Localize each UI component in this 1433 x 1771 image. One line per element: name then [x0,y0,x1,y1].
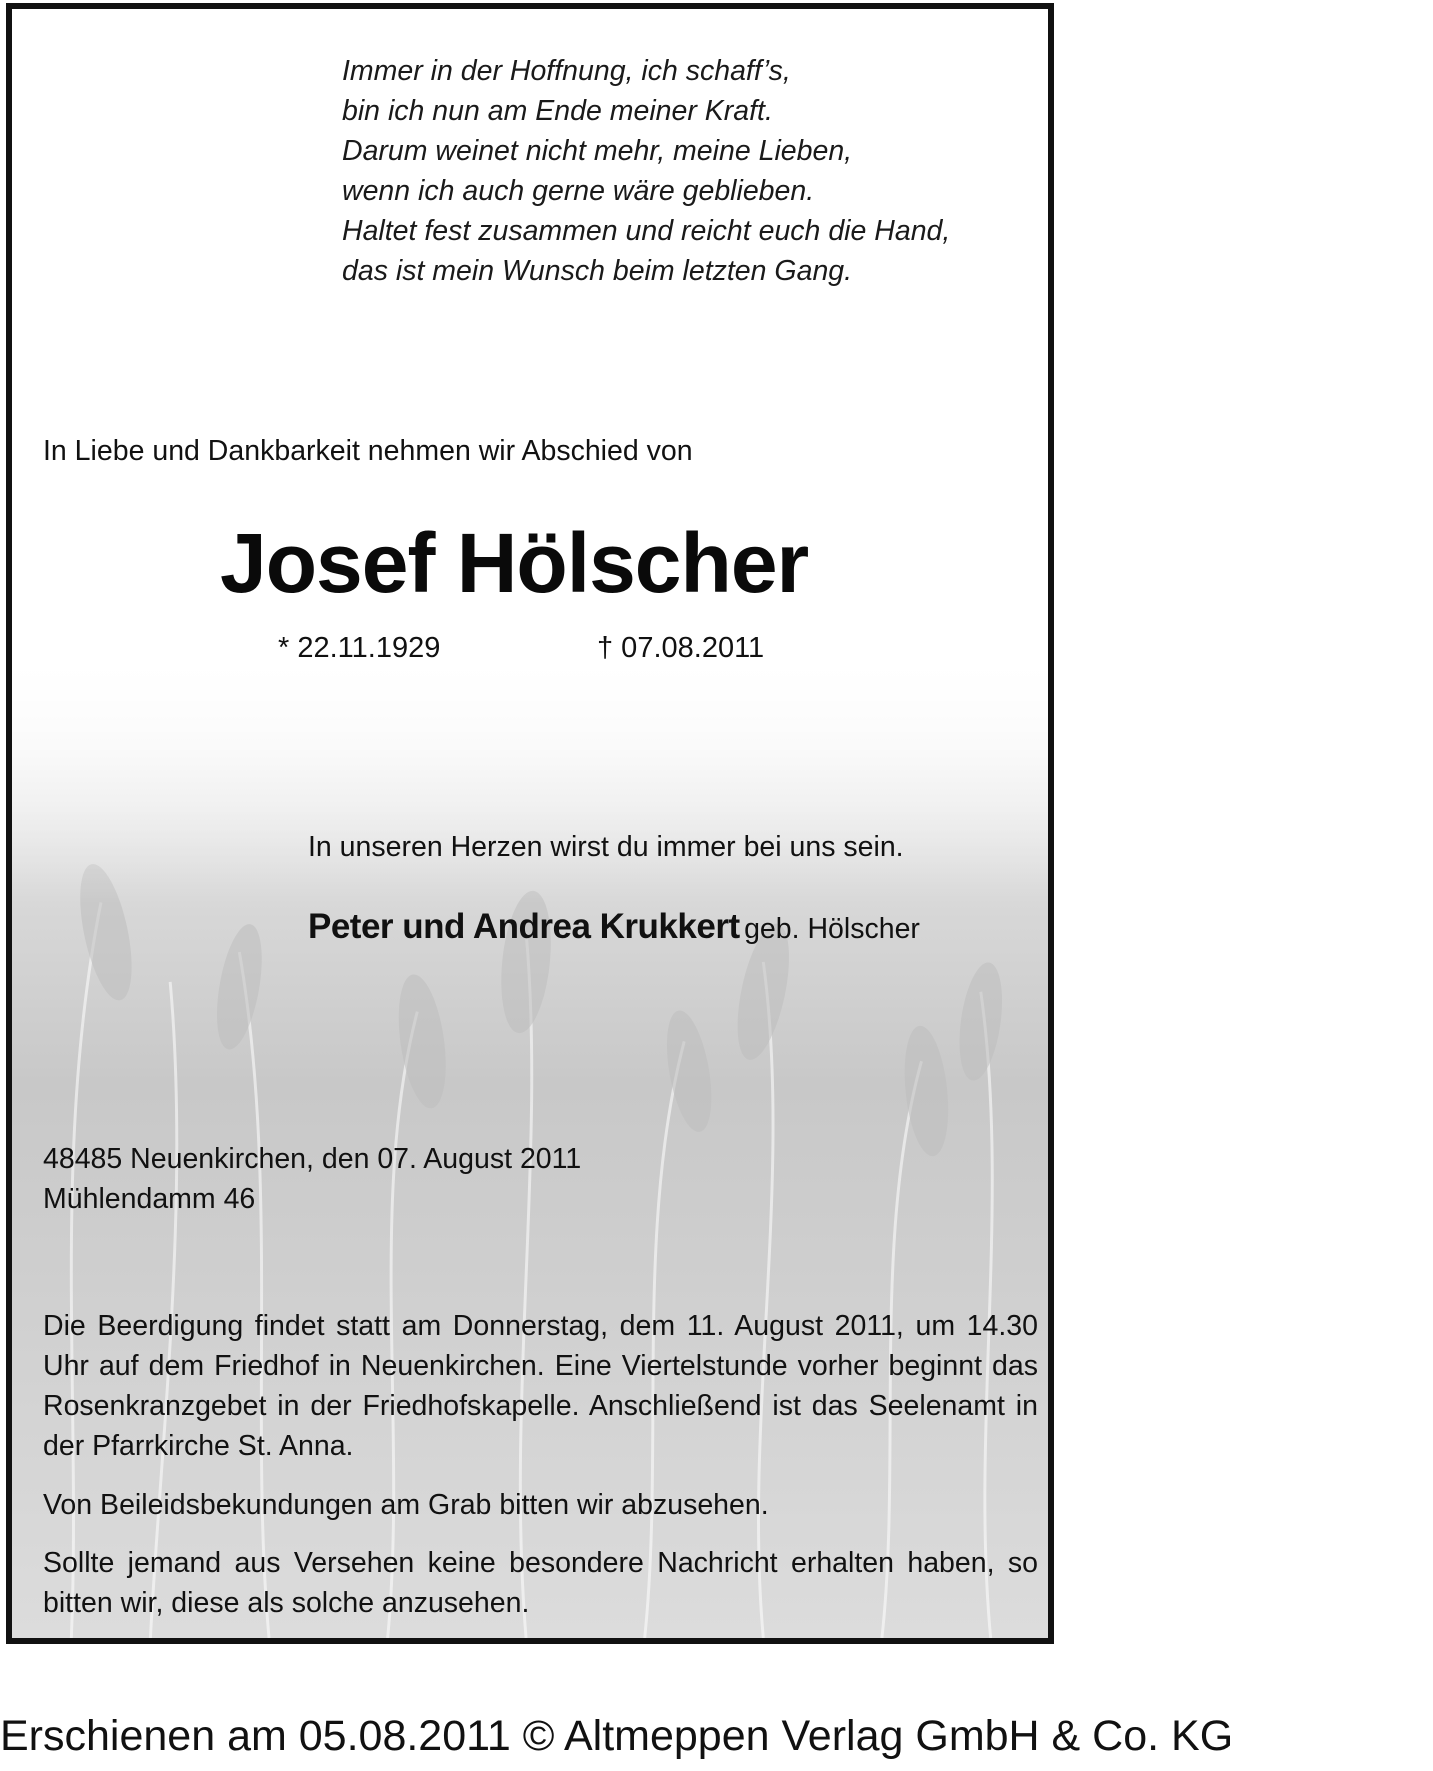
burial-paragraph: Die Beerdigung findet statt am Donnerstag, dem 11. August 2011, um 14.30 Uhr auf dem Friedhof in Neuenkirchen. Eine Viertelstunde vorher beginnt das Rosenkranzgebet in der Friedhofskapelle. Anschließend ist das Seelenamt in der Pfarrkirche St. Anna. [43,1310,1038,1462]
poem [342,51,950,291]
place-date-line: 48485 Neuenkirchen, den 07. August 2011 [43,1143,582,1175]
publication-footer: Erschienen am 05.08.2011 © Altmeppen Verlag GmbH & Co. KG [0,1712,1234,1760]
deceased-name: Josef Hölscher [220,516,809,610]
poem-line: bin ich nun am Ende meiner Kraft. [342,95,773,127]
family-birth-name: geb. Hölscher [744,913,920,945]
poem-line: Darum weinet nicht mehr, meine Lieben, [342,135,853,167]
death-date: † 07.08.2011 [597,632,765,664]
poem-line: Immer in der Hoffnung, ich schaff’s, [342,55,791,87]
farewell-intro: In Liebe und Dankbarkeit nehmen wir Abschied von [43,435,693,467]
poem-line: das ist mein Wunsch beim letzten Gang. [342,255,853,287]
remembrance-line: In unseren Herzen wirst du immer bei uns sein. [308,831,904,863]
family-signature [308,907,920,947]
family-names: Peter und Andrea Krukkert [308,907,740,946]
poem-line: wenn ich auch gerne wäre geblieben. [342,175,815,207]
address-block [43,1139,581,1219]
obituary-notice [6,3,1054,1644]
street-line: Mühlendamm 46 [43,1183,256,1215]
notification-paragraph: Sollte jemand aus Versehen keine besondere Nachricht erhalten haben, so bitten wir, diese als solche anzusehen. [43,1547,1038,1619]
birth-date: * 22.11.1929 [278,632,441,664]
poem-line: Haltet fest zusammen und reicht euch die Hand, [342,215,951,247]
condolence-paragraph: Von Beileidsbekundungen am Grab bitten wir abzusehen. [43,1489,769,1521]
